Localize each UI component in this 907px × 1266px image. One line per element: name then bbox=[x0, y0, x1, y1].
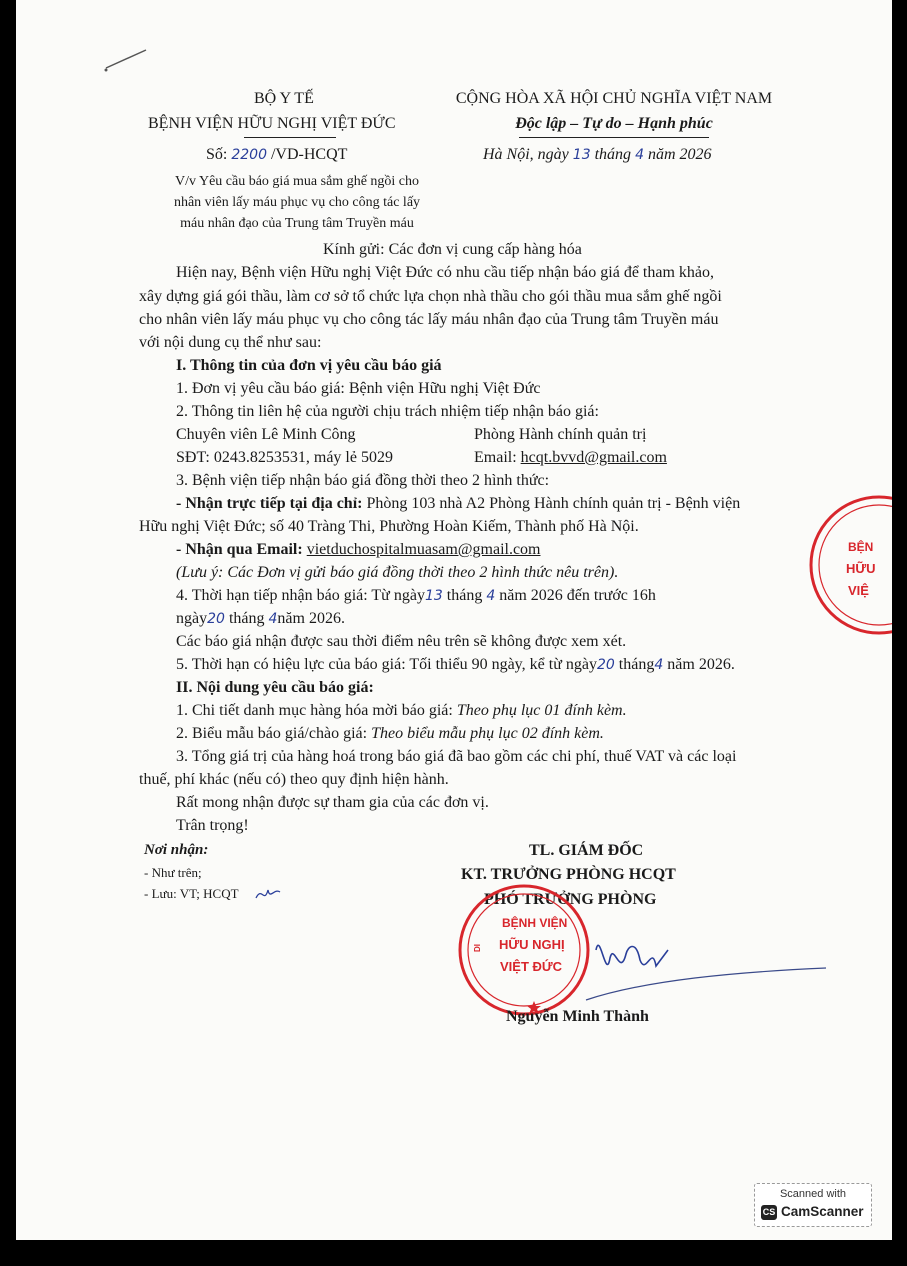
validity-text: năm 2026. bbox=[667, 656, 735, 673]
deadline-text: 4. Thời hạn tiếp nhận báo giá: Từ ngày bbox=[176, 587, 425, 604]
intro-line: với nội dung cụ thể như sau: bbox=[139, 334, 322, 351]
closing-line: Rất mong nhận được sự tham gia của các đơn vị. bbox=[176, 794, 489, 811]
country-name: CỘNG HÒA XÃ HỘI CHỦ NGHĨA VIỆT NAM bbox=[455, 90, 773, 107]
date-day-handwritten: 13 bbox=[572, 147, 591, 163]
edge-seal bbox=[804, 490, 892, 640]
national-motto: Độc lập – Tự do – Hạnh phúc bbox=[515, 115, 713, 132]
contact-email-link[interactable]: hcqt.bvvd@gmail.com bbox=[520, 449, 667, 466]
deadline-day2-handwritten: 20 bbox=[207, 611, 225, 627]
direct-submission bbox=[176, 495, 740, 513]
deadline-month2-handwritten: 4 bbox=[268, 611, 278, 627]
camscanner-watermark bbox=[754, 1183, 872, 1227]
recipients-line: - Lưu: VT; HCQT bbox=[144, 886, 239, 901]
intro-line: cho nhân viên lấy máu phục vụ cho công tác lấy máu nhân đạo của Trung tâm Truyền máu bbox=[139, 311, 719, 328]
signature-line-2: KT. TRƯỞNG PHÒNG HCQT bbox=[461, 866, 676, 883]
validity-text: tháng bbox=[618, 656, 655, 673]
deadline-text: tháng bbox=[446, 587, 483, 604]
subject-line: V/v Yêu cầu báo giá mua sắm ghế ngồi cho bbox=[174, 174, 420, 189]
deadline-text: tháng bbox=[228, 610, 265, 627]
contact-name: Chuyên viên Lê Minh Công bbox=[176, 426, 356, 443]
camscanner-icon: CS bbox=[761, 1205, 777, 1220]
validity-month-handwritten: 4 bbox=[654, 657, 664, 673]
section-1-item-1: 1. Đơn vị yêu cầu báo giá: Bệnh viện Hữu nghị Việt Đức bbox=[176, 380, 541, 397]
late-submission-note: Các báo giá nhận được sau thời điểm nêu trên sẽ không được xem xét. bbox=[176, 633, 627, 650]
direct-submission-label: - Nhận trực tiếp tại địa chỉ: bbox=[176, 495, 363, 512]
section-2-item-3: 3. Tổng giá trị của hàng hoá trong báo giá đã bao gồm các chi phí, thuế VAT và các loại bbox=[176, 748, 737, 765]
seal-line-3: VIỆT ĐỨC bbox=[500, 959, 563, 974]
date-month-handwritten: 4 bbox=[635, 147, 644, 163]
seal-line-1: BỆNH VIỆN bbox=[502, 916, 568, 930]
deadline-text: năm 2026. bbox=[277, 610, 345, 627]
email-submission bbox=[176, 541, 541, 559]
edge-seal-line-1: BỆN bbox=[848, 540, 874, 554]
section-2-item-1 bbox=[176, 702, 627, 720]
date-prefix: Hà Nội, ngày bbox=[483, 146, 569, 163]
handwritten-signature bbox=[556, 920, 846, 1010]
seal-line-2: HỮU NGHỊ bbox=[499, 937, 565, 952]
document-number bbox=[206, 146, 347, 164]
date-suffix: năm 2026 bbox=[647, 146, 712, 163]
date-mid: tháng bbox=[594, 146, 632, 163]
contact-phone: SĐT: 0243.8253531, máy lẻ 5029 bbox=[176, 449, 393, 466]
official-seal bbox=[454, 880, 594, 1020]
validity-day-handwritten: 20 bbox=[596, 657, 615, 673]
section-2-title: II. Nội dung yêu cầu báo giá: bbox=[176, 679, 374, 696]
email-submission-link[interactable]: vietduchospitalmuasam@gmail.com bbox=[306, 541, 541, 558]
regards: Trân trọng! bbox=[176, 817, 249, 834]
intro-line: xây dựng giá gói thầu, làm cơ sở tổ chức lựa chọn nhà thầu cho gói thầu mua sắm ghế ngồi bbox=[139, 288, 722, 305]
deadline-month-handwritten: 4 bbox=[486, 588, 496, 604]
deadline-text: ngày bbox=[176, 610, 208, 627]
ministry-name: BỘ Y TẾ bbox=[254, 90, 314, 107]
watermark-caption: Scanned with bbox=[779, 1188, 847, 1200]
section-1-item-3: 3. Bệnh viện tiếp nhận báo giá đồng thời theo 2 hình thức: bbox=[176, 472, 550, 489]
document-date bbox=[483, 146, 712, 164]
deadline-text: năm 2026 đến trước 16h bbox=[499, 587, 656, 604]
hospital-underline bbox=[244, 137, 336, 138]
item-text: 2. Biểu mẫu báo giá/chào giá: bbox=[176, 725, 368, 742]
item-text-italic: Theo biểu mẫu phụ lục 02 đính kèm. bbox=[371, 725, 604, 742]
signer-name: Nguyễn Minh Thành bbox=[506, 1008, 649, 1025]
item-text: 1. Chi tiết danh mục hàng hóa mời báo giá: bbox=[176, 702, 453, 719]
section-1-item-2: 2. Thông tin liên hệ của người chịu trách nhiệm tiếp nhận báo giá: bbox=[176, 403, 599, 420]
section-1-item-4-cont bbox=[176, 610, 345, 628]
watermark-brand: CamScanner bbox=[781, 1204, 864, 1219]
subject-line: nhân viên lấy máu phục vụ cho công tác lấy bbox=[173, 195, 421, 210]
pen-mark bbox=[102, 46, 152, 74]
contact-email-row bbox=[474, 449, 667, 467]
subject-line: máu nhân đạo của Trung tâm Truyền máu bbox=[180, 216, 414, 231]
greeting: Kính gửi: Các đơn vị cung cấp hàng hóa bbox=[323, 241, 582, 258]
contact-department: Phòng Hành chính quản trị bbox=[474, 426, 647, 443]
document-page bbox=[16, 0, 892, 1240]
submission-note: (Lưu ý: Các Đơn vị gửi báo giá đồng thời theo 2 hình thức nêu trên). bbox=[176, 564, 619, 581]
signature-line-3: PHÓ TRƯỞNG PHÒNG bbox=[484, 891, 657, 908]
contact-email-label: Email: bbox=[474, 449, 517, 466]
number-prefix: Số: bbox=[206, 146, 228, 163]
deadline-day-handwritten: 13 bbox=[424, 588, 443, 604]
section-2-item-2 bbox=[176, 725, 604, 743]
intro-line: Hiện nay, Bệnh viện Hữu nghị Việt Đức có nhu cầu tiếp nhận báo giá để tham khảo, bbox=[176, 264, 715, 281]
initials-mark bbox=[254, 884, 284, 906]
signature-line-1: TL. GIÁM ĐỐC bbox=[529, 842, 644, 859]
edge-seal-line-2: HỮU bbox=[846, 561, 876, 576]
section-1-item-4 bbox=[176, 587, 656, 605]
email-submission-label: - Nhận qua Email: bbox=[176, 541, 303, 558]
motto-underline bbox=[519, 137, 709, 138]
validity-text: 5. Thời hạn có hiệu lực của báo giá: Tối thiểu 90 ngày, kể từ ngày bbox=[176, 656, 597, 673]
section-1-title: I. Thông tin của đơn vị yêu cầu báo giá bbox=[176, 357, 442, 374]
number-suffix: /VD-HCQT bbox=[270, 146, 348, 163]
section-1-item-5 bbox=[176, 656, 735, 674]
edge-seal-line-3: VIỆ bbox=[848, 583, 869, 598]
recipients-line: - Như trên; bbox=[144, 865, 202, 880]
seal-side-text: DI bbox=[473, 944, 482, 952]
direct-submission-address: Phòng 103 nhà A2 Phòng Hành chính quản trị - Bệnh viện bbox=[366, 495, 741, 512]
hospital-name: BỆNH VIỆN HỮU NGHỊ VIỆT ĐỨC bbox=[148, 115, 396, 132]
item-text-italic: Theo phụ lục 01 đính kèm. bbox=[456, 702, 627, 719]
section-2-item-3-cont: thuế, phí khác (nếu có) theo quy định hiện hành. bbox=[139, 771, 449, 788]
direct-submission-address-2: Hữu nghị Việt Đức; số 40 Tràng Thi, Phường Hoàn Kiếm, Thành phố Hà Nội. bbox=[139, 518, 639, 535]
recipients-title: Nơi nhận: bbox=[144, 842, 209, 858]
document-subject bbox=[152, 171, 442, 234]
number-handwritten: 2200 bbox=[231, 147, 267, 163]
